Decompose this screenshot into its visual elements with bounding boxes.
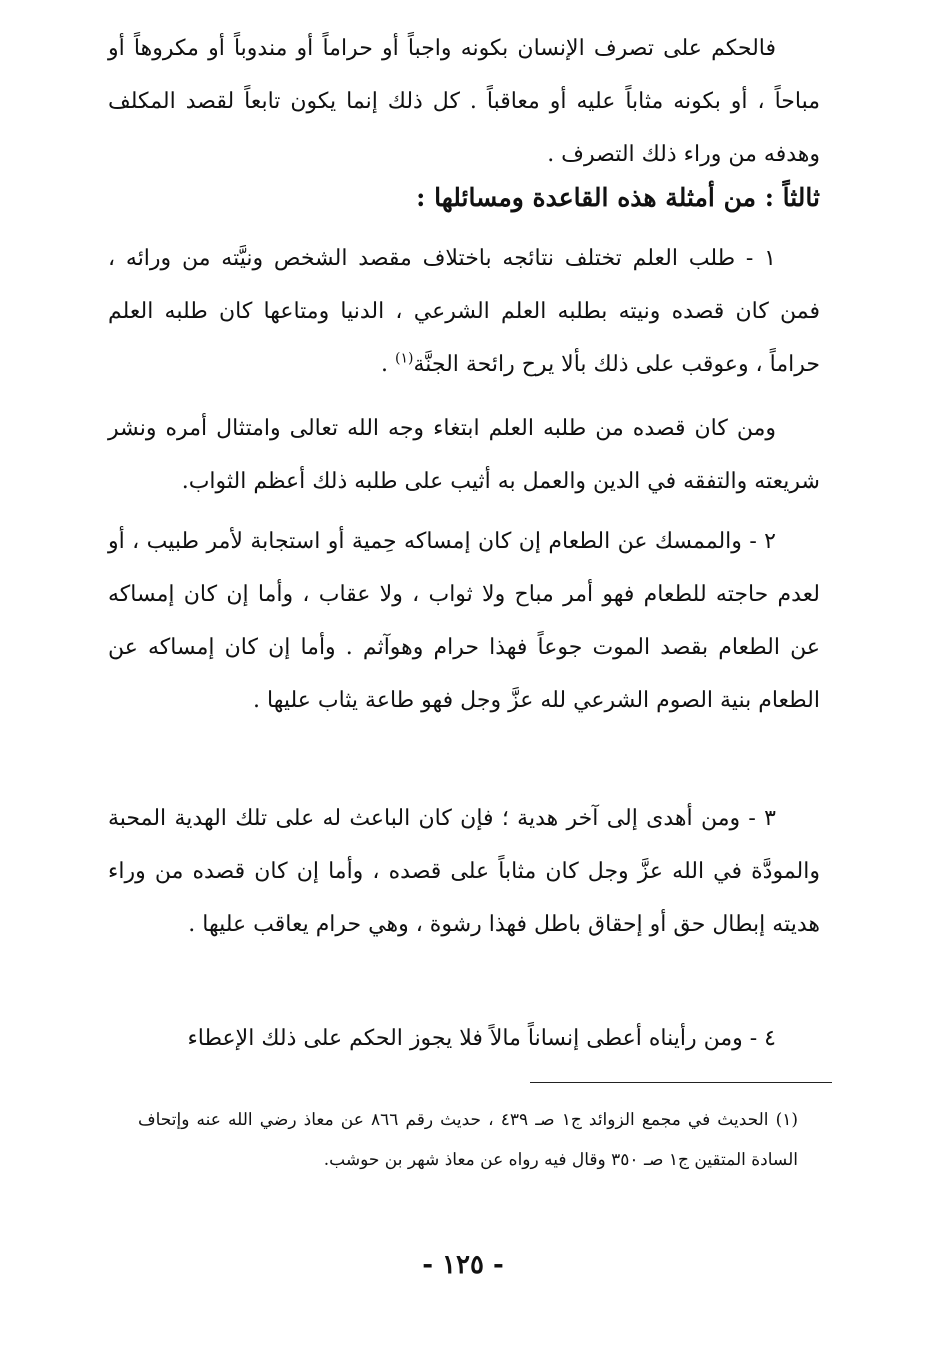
- footnote-divider: [530, 1082, 832, 1083]
- footnote-text: الحديث في مجمع الزوائد ج١ صـ ٤٣٩ ، حديث رقم ٨٦٦ عن معاذ رضي الله عنه وإتحاف السادة المتقين ج١ صـ ٣٥٠ وقال فيه رواه عن معاذ شهر بن حوشب.: [138, 1110, 798, 1170]
- footnote-marker: (١): [775, 1110, 799, 1130]
- section-heading: ثالثاً : من أمثلة هذه القاعدة ومسائلها :: [416, 183, 820, 212]
- example-1-end: .: [380, 352, 395, 377]
- footnote: [138, 1100, 798, 1180]
- example-1-text: ١ - طلب العلم تختلف نتائجه باختلاف مقصد الشخص ونيَّته من ورائه ، فمن كان قصده ونيته بطلبه العلم الشرعي ، الدنيا ومتاعها كان طلبه العلم حراماً ، وعوقب على ذلك بألا يرح رائحة الجنَّة: [108, 246, 820, 377]
- example-1-second-paragraph: [108, 402, 820, 508]
- example-2-text: ٢ - والممسك عن الطعام إن كان إمساكه حِمية أو استجابة لأمر طبيب ، أو لعدم حاجته للطعام فهو أمر مباح ولا ثواب ، ولا عقاب ، وأما إن كان إمساكه عن الطعام بقصد الموت جوعاً فهذا حرام وهوآثم . وأما إن كان إمساكه عن الطعام بنية الصوم الشرعي لله عزَّ وجل فهو طاعة يثاب عليها .: [108, 529, 820, 713]
- example-3-paragraph: [108, 792, 820, 951]
- example-1-paragraph: [108, 232, 820, 391]
- example-4-paragraph: [108, 1012, 820, 1065]
- example-3-text: ٣ - ومن أهدى إلى آخر هدية ؛ فإن كان الباعث له على تلك الهدية المحبة والمودَّة في الله عزَّ وجل كان مثاباً على قصده ، وأما إن كان قصده من وراء هديته إبطال حق أو إحقاق باطل فهذا رشوة ، وهي حرام يعاقب عليها .: [108, 806, 820, 937]
- example-4-text: ٤ - ومن رأيناه أعطى إنساناً مالاً فلا يجوز الحكم على ذلك الإعطاء: [187, 1026, 776, 1051]
- footnote-reference: (١): [394, 350, 414, 367]
- intro-text: فالحكم على تصرف الإنسان بكونه واجباً أو حراماً أو مندوباً أو مكروهاً أو مباحاً ، أو بكونه مثاباً عليه أو معاقباً . كل ذلك إنما يكون تابعاً لقصد المكلف وهدفه من وراء ذلك التصرف .: [108, 36, 820, 167]
- page-number: - ١٢٥ -: [422, 1250, 504, 1280]
- intro-paragraph: [108, 22, 820, 181]
- example-2-paragraph: [108, 515, 820, 727]
- example-1-second-text: ومن كان قصده من طلبه العلم ابتغاء وجه الله تعالى وامتثال أمره ونشر شريعته والتفقه في الدين والعمل به أثيب على طلبه ذلك أعظم الثواب.: [108, 416, 820, 494]
